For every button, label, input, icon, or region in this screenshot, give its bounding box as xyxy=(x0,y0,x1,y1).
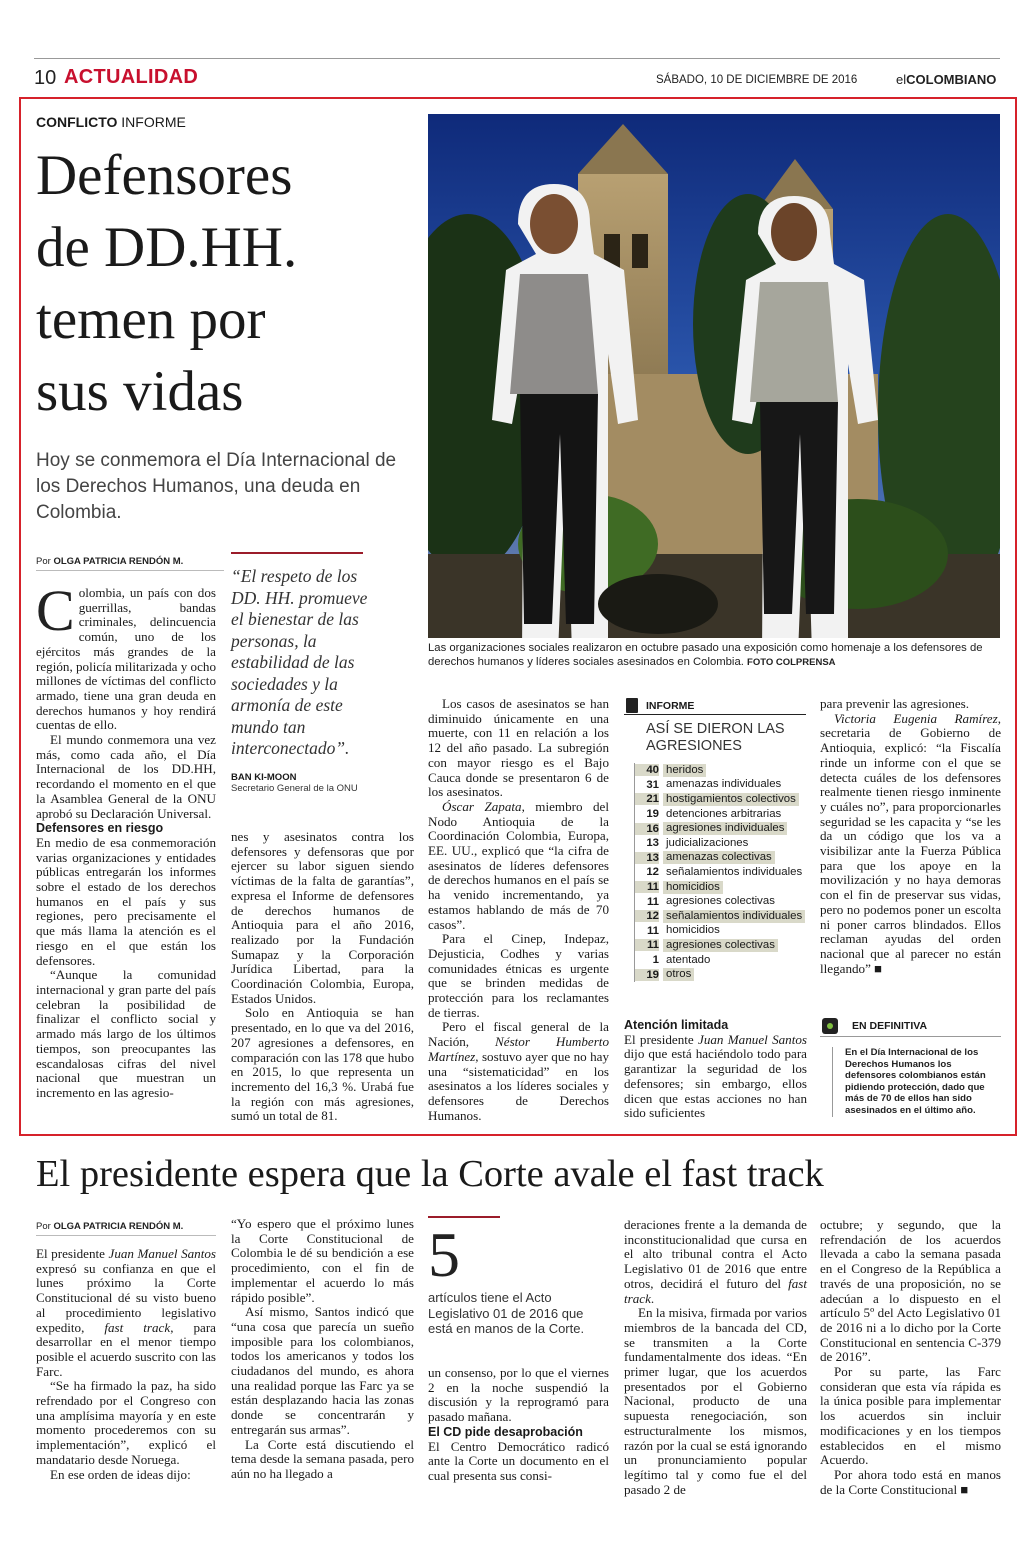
factoid-number: 5 xyxy=(428,1219,460,1290)
headline xyxy=(36,140,416,428)
informe-row-count: 13 xyxy=(646,837,659,850)
article2-byline xyxy=(36,1221,183,1232)
photo xyxy=(428,114,1000,638)
informe-row-label: hostigamientos colectivos xyxy=(663,793,799,806)
byline-prefix: Por xyxy=(36,1221,51,1232)
informe-row-label: amenazas individuales xyxy=(666,778,782,791)
paragraph: En medio de esa conmemoración varias organizaciones y entidades públicas entregarán los informes sobre el estado de los derechos humanos en el país y sus regiones, pero precisamente el que más llama la atención es el riesgo en el que están los defensores. xyxy=(36,834,216,968)
paragraph: La Corte está discutiendo el tema desde la semana pasada, pero aún no ha llegado a xyxy=(231,1436,414,1481)
en-definitiva-box xyxy=(820,1015,1001,1117)
byline xyxy=(36,556,183,567)
article2-column-2 xyxy=(231,1217,414,1482)
paragraph xyxy=(428,1020,609,1123)
pullquote-role: Secretario General de la ONU xyxy=(231,783,358,794)
subhead: Atención limitada xyxy=(624,1018,729,1032)
informe-row-count: 16 xyxy=(635,823,659,835)
factoid-text: artículos tiene el Acto Legislativo 01 de 2016 que está en manos de la Corte. xyxy=(428,1290,585,1336)
paragraph: Para el Cinep, Indepaz, Dejusticia, Codhes y varias comunidades étnicas es urgente que se brinden medidas de protección para los reclamantes de tierras. xyxy=(428,931,609,1020)
photo-caption xyxy=(428,641,1000,670)
article2-column-3 xyxy=(428,1366,609,1484)
paragraph-text: El presidente xyxy=(624,1031,699,1047)
informe-row-count: 19 xyxy=(635,969,659,981)
informe-row-count: 19 xyxy=(646,808,659,821)
paragraph: El Centro Democrático radicó ante la Corte un documento en el cual presenta sus consi- xyxy=(428,1438,609,1483)
person-name: Juan Manuel Santos xyxy=(108,1246,216,1261)
page-header xyxy=(34,66,1000,90)
informe-row-count: 11 xyxy=(646,924,659,937)
factoid-rule xyxy=(428,1216,500,1218)
paragraph xyxy=(624,1218,807,1306)
informe-row xyxy=(635,807,806,822)
paragraph: octubre; y segundo, que la refrendación de los acuerdos llevada a cabo la semana pasada en el Congreso de la República a través de una proposición, no se adecúan a lo dispuesto en el artículo 5º del Acto Legislativo 01 de 2016 ni a lo dicho por la Corte Constitucional en sentencia C-379 de 2016”. xyxy=(820,1217,1001,1365)
paragraph xyxy=(36,578,216,733)
top-rule xyxy=(34,58,1000,59)
headline-line: sus vidas xyxy=(36,360,244,423)
paragraph: un consenso, por lo que el viernes 2 en la noche suspendió la discusión y la reprogramó para pasado mañana. xyxy=(428,1365,609,1425)
paragraph-text: expresó su confianza en que el lunes próximo la Corte Constitucional dé su visto bueno al procedimiento legislativo expedito, xyxy=(36,1260,216,1335)
person-name: Victoria Eugenia Ramírez xyxy=(834,710,998,726)
paragraph-text: deraciones frente a la demanda de inconstitucionalidad que cursa en el alto tribunal contra el Acto Legislativo 01 de 2016 que entre otros, decidirá el futuro del xyxy=(624,1217,807,1291)
photo-illustration xyxy=(428,114,1000,638)
informe-row xyxy=(635,909,806,924)
person-name: Óscar Zapata xyxy=(442,798,522,814)
informe-row-label: señalamientos individuales xyxy=(666,865,803,878)
paragraph: para prevenir las agresiones. xyxy=(820,696,970,711)
informe-row xyxy=(635,938,806,953)
article1-column-4 xyxy=(624,1018,807,1121)
informe-row-label: detenciones arbitrarias xyxy=(666,807,782,820)
brand-name: COLOMBIANO xyxy=(906,72,997,87)
informe-row xyxy=(635,924,806,939)
brand-prefix: el xyxy=(896,72,907,87)
informe-row-count: 11 xyxy=(635,939,659,951)
paragraph-text: El presidente xyxy=(36,1246,109,1261)
paragraph: “Yo espero que el próximo lunes la Corte Constitucional de Colombia le dé su bendición a ese procedimiento, con el fin de implementar el acuerdo lo más rápido posible”. xyxy=(231,1216,414,1305)
informe-row-label: atentado xyxy=(666,953,711,966)
paragraph xyxy=(36,1247,216,1379)
informe-row-label: señalamientos individuales xyxy=(663,910,805,923)
informe-list xyxy=(634,763,806,982)
puzzle-icon xyxy=(822,1018,838,1034)
paragraph-text: dijo que está haciéndolo todo para garantizar la seguridad de los defensores; sin embargo, ellos dicen que estas acciones no han sido suficientes xyxy=(624,1046,807,1121)
brand-logo xyxy=(896,72,996,87)
paragraph-text: Pero el fiscal general de la Nación, xyxy=(428,1019,609,1050)
caption-text: Las organizaciones sociales realizaron en octubre pasado una exposición como homenaje a los defensores de derechos humanos y líderes sociales asesinados en Colombia. xyxy=(428,642,983,668)
byline-name: OLGA PATRICIA RENDÓN M. xyxy=(53,1221,184,1232)
paragraph: Por ahora todo está en manos de la Corte Constitucional ■ xyxy=(820,1466,1001,1497)
paragraph-text: , miembro del Nodo Antioquia de la Coordinación Colombia, Europa, EE. UU., explicó que “la cifra de asesinatos de líderes defensores de derechos humanos en el país se ha venido incrementando, ya estamos hablando de más de 70 casos”. xyxy=(428,798,609,932)
en-definitiva-label: EN DEFINITIVA xyxy=(852,1019,928,1032)
deck: Hoy se conmemora el Día Internacional de los Derechos Humanos, una deuda en Colombia. xyxy=(36,450,397,523)
informe-row-count: 21 xyxy=(635,793,659,805)
paragraph: Solo en Antioquia se han presentado, en lo que va del 2016, 207 agresiones a defensores, en comparación con las 178 que hubo en 2015, lo que representa un incremento del 16,3 %. Urabá fue la región con más agresiones, sumó un total de 81. xyxy=(231,1005,414,1124)
subhead: El CD pide desaprobación xyxy=(428,1424,583,1439)
paragraph: “Se ha firmado la paz, ha sido refrendado por el Congreso con una amplísima mayoría y en este momento procederemos con su implementación”, explicó el mandatario desde Noruega. xyxy=(36,1378,216,1467)
informe-row xyxy=(635,763,806,778)
article1-column-1 xyxy=(36,578,216,1101)
paragraph-text: , secretaria de Gobierno de Antioquia, explicó: “la Fiscalía rinde un informe con el que se detecta cuáles de los defensores realmente tienen riesgo inminente y cuáles no”, para proporcionarles seguridad se les capacita y “se les da un código que los va a visibilizar ante la Fuerza Pública para que los apoye en la movilización y no haya demoras con el fin de preservar sus vidas, pero no podemos poner un escolta ni poner carros blindados. Ellos reclaman ayudas del orden nacional que al parecer no están llegando” ■ xyxy=(820,710,1001,976)
article2-headline: El presidente espera que la Corte avale el fast track xyxy=(36,1153,824,1195)
informe-row xyxy=(635,865,806,880)
informe-row-label: agresiones individuales xyxy=(663,822,787,835)
informe-row-label: judicializaciones xyxy=(666,836,749,849)
header-date: SÁBADO, 10 DE DICIEMBRE DE 2016 xyxy=(656,74,858,86)
dropcap: C xyxy=(36,578,75,643)
article1-column-5 xyxy=(820,697,1001,976)
informe-row xyxy=(635,967,806,982)
informe-row xyxy=(635,778,806,793)
kicker-bold: CONFLICTO xyxy=(36,114,118,130)
paragraph: En ese orden de ideas dijo: xyxy=(50,1466,191,1482)
person-name: Néstor Humberto Martínez xyxy=(428,1034,609,1064)
paragraph: Así mismo, Santos indicó que “una cosa que parecía un sueño imposible para los colombianos, todos los americanos y todos los ciudadanos del mundo, es ahora una realidad porque las Farc ya se están desplazando hacia las zonas donde se concentrarán y entregarán sus armas”. xyxy=(231,1304,414,1437)
paragraph: “Aunque la comunidad internacional y gran parte del país celebran la posibilidad de finalizar el conflicto social y armado más largo de los últimos tiempos, son preocupantes las escandalosas cifras del nivel nacional que muestran un incremento en las agresio- xyxy=(36,967,216,1100)
informe-row-count: 31 xyxy=(646,778,659,791)
kicker xyxy=(36,114,186,130)
informe-row-label: heridos xyxy=(663,764,706,777)
informe-row xyxy=(635,880,806,895)
term: fast track xyxy=(104,1319,171,1335)
paragraph: Por su parte, las Farc consideran que esta vía rápida es la única posible para implementar los acuerdos sin incluir modificaciones y en los tiempos establecidos en el mismo Acuerdo. xyxy=(820,1364,1001,1468)
informe-row xyxy=(635,953,806,968)
article2-column-4 xyxy=(624,1218,807,1497)
term: fast track xyxy=(624,1275,807,1306)
headline-line: temen por xyxy=(36,288,266,351)
article1-column-3 xyxy=(428,697,609,1123)
paragraph xyxy=(820,712,1001,977)
page-number: 10 xyxy=(34,67,57,89)
paragraph-text: , para desarrollar en el menor tiempo posible el acuerdo suscrito con las Farc. xyxy=(36,1319,216,1379)
informe-row xyxy=(635,792,806,807)
informe-row xyxy=(635,821,806,836)
pullquote: “El respeto de los DD. HH. promueve el bienestar de las personas, la estabilidad de las sociedades y la armonía de este mundo tan interconectado”. xyxy=(231,566,368,758)
informe-row-count: 11 xyxy=(646,895,659,908)
en-definitiva-header xyxy=(820,1015,1001,1037)
byline-prefix: Por xyxy=(36,556,51,567)
paragraph-text: olombia, un país con dos guerrillas, bandas criminales, delincuencia común, uno de los ejércitos más grandes de la región, policía militarizada y ocho millones de víctimas del conflicto armado, tiene una gran deuda en derechos humanos y hoy rendirá cuentas de ello. xyxy=(36,585,216,733)
informe-row-count: 12 xyxy=(635,910,659,922)
informe-row-label: homicidios xyxy=(666,924,720,937)
informe-row-label: agresiones colectivas xyxy=(666,895,775,908)
informe-row-count: 40 xyxy=(635,764,659,776)
informe-row-label: amenazas colectivas xyxy=(663,851,775,864)
informe-row-label: homicidios xyxy=(663,881,723,894)
informe-label: INFORME xyxy=(646,699,695,712)
paragraph xyxy=(428,800,609,932)
informe-label-row xyxy=(624,697,806,715)
paragraph: El mundo conmemora una vez más, como cada año, el Día Internacional de los DD.HH, recordando el momento en el que la Asamblea General de la ONU aprobó su Declaración Universal. xyxy=(36,732,216,821)
paragraph: nes y asesinatos contra los defensores y defensoras que por ejercer su labor siguen siendo víctimas de la falta de garantías”, expresa el Informe de defensores de derechos humanos de Antioquia para el año 2016, realizado por la Fundación Sumapaz y la Corporación Jurídica Libertad, para la Coordinación Colombia, Europa, Estados Unidos. xyxy=(231,829,414,1006)
informe-row-label: agresiones colectivas xyxy=(663,939,778,952)
informe-row xyxy=(635,894,806,909)
informe-title: ASÍ SE DIERON LAS AGRESIONES xyxy=(646,721,785,754)
paragraph: En la misiva, firmada por varios miembros de la bancada del CD, se transmiten a la Corte fundamentalmente dos ideas. “En primer lugar, que los acuerdos presentados por el Gobierno Nacional, producto de una supuesta renegociación, son estructuralmente los mismos, razón por la cual se está ignorando un pronunciamiento popular legítimo tal y como fue el del pasado 2 de xyxy=(624,1305,807,1497)
document-icon xyxy=(626,698,638,713)
pullquote-author: BAN KI-MOON xyxy=(231,772,297,783)
informe-row xyxy=(635,851,806,866)
section-name: ACTUALIDAD xyxy=(64,66,199,88)
pullquote-rule xyxy=(231,552,363,554)
kicker-light: INFORME xyxy=(121,114,186,130)
en-definitiva-text: En el Día Internacional de los Derechos Humanos los defensores colombianos están pidiendo protección, dado que más de 70 de ellos han sido asesinados en el último año. xyxy=(832,1047,1001,1117)
photo-credit: FOTO COLPRENSA xyxy=(747,657,836,668)
person-name: Juan Manuel Santos xyxy=(698,1031,807,1047)
paragraph-text: . xyxy=(650,1290,655,1306)
paragraph-text: , sostuvo ayer que no hay una “sistematicidad” en los asesinatos a los líderes sociales y defensores de Derechos Humanos. xyxy=(428,1048,609,1123)
informe-row xyxy=(635,836,806,851)
byline-rule xyxy=(36,1235,216,1236)
article2-column-5 xyxy=(820,1218,1001,1497)
headline-line: de DD.HH. xyxy=(36,216,298,279)
informe-row-count: 1 xyxy=(652,954,659,967)
article2-column-1 xyxy=(36,1247,216,1482)
informe-box xyxy=(624,697,806,982)
article1-column-2 xyxy=(231,830,414,1124)
headline-line: Defensores xyxy=(36,144,293,207)
informe-row-count: 13 xyxy=(635,852,659,864)
paragraph xyxy=(624,1033,807,1121)
paragraph: Los casos de asesinatos se han diminuido únicamente en una muerte, con 11 en relación a los 12 del año pasado. La subregión con mayor riesgo es el Bajo Cauca donde se presentaron 6 de los asesinatos. xyxy=(428,696,609,800)
byline-rule xyxy=(36,570,224,571)
informe-row-count: 12 xyxy=(646,866,659,879)
subhead: Defensores en riesgo xyxy=(36,821,164,836)
byline-name: OLGA PATRICIA RENDÓN M. xyxy=(53,556,184,567)
informe-row-label: otros xyxy=(663,968,694,981)
informe-row-count: 11 xyxy=(635,881,659,893)
